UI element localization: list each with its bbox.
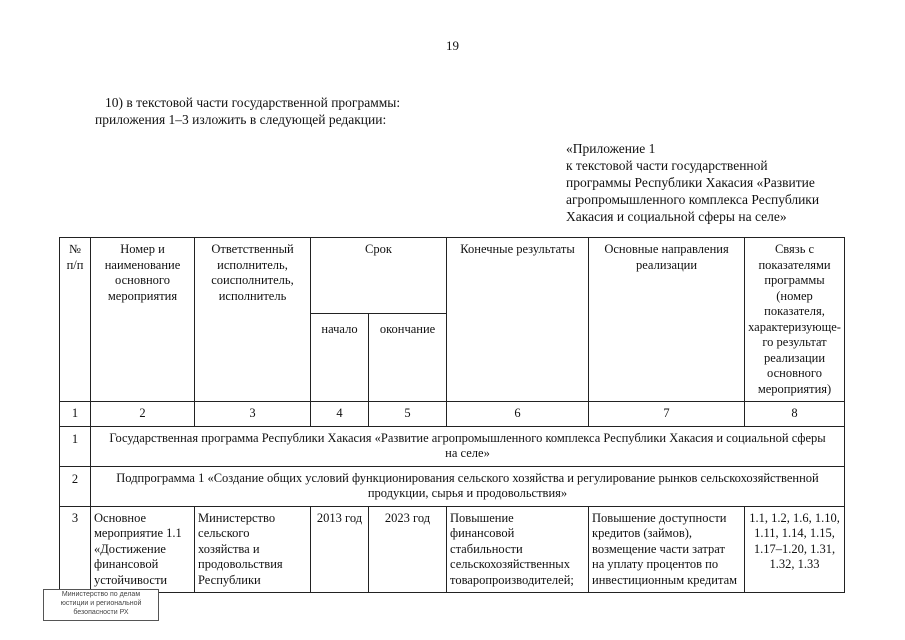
row-num: 3	[60, 506, 91, 593]
header-directions: Основные направления реализации	[589, 238, 745, 402]
column-number: 3	[195, 402, 311, 427]
page-number: 19	[446, 38, 459, 53]
row-num: 2	[60, 466, 91, 506]
column-number: 2	[91, 402, 195, 427]
measure-end: 2023 год	[369, 506, 447, 593]
column-number: 7	[589, 402, 745, 427]
column-number: 5	[369, 402, 447, 427]
header-results: Конечные результаты	[447, 238, 589, 402]
stamp-line: безопасности РХ	[73, 609, 129, 616]
program-table	[59, 237, 845, 593]
intro-line: 10) в текстовой части государственной программы:	[105, 95, 401, 110]
stamp-line: Министерство по делам	[61, 591, 141, 598]
column-number-row	[60, 402, 845, 427]
appendix-header	[566, 140, 819, 225]
subprogram-title: Подпрограмма 1 «Создание общих условий функционирования сельского хозяйства и регулирование рынков сельскохозяйственной продукции, сырья и продовольствия»	[91, 466, 845, 506]
column-number: 8	[745, 402, 845, 427]
table-row	[60, 506, 845, 593]
header-responsible: Ответственный исполнитель, соисполнитель, исполнитель	[195, 238, 311, 402]
measure-link: 1.1, 1.2, 1.6, 1.10, 1.11, 1.14, 1.15, 1.17–1.20, 1.31, 1.32, 1.33	[745, 506, 845, 593]
program-title: Государственная программа Республики Хакасия «Развитие агропромышленного комплекса Республики Хакасия и социальной сферы на селе»	[91, 426, 845, 466]
appendix-line: «Приложение 1	[566, 141, 656, 156]
appendix-line: к текстовой части государственной	[566, 158, 768, 173]
header-row	[60, 238, 845, 314]
header-num: № п/п	[60, 238, 91, 402]
measure-directions: Повышение доступности кредитов (займов), возмещение части затрат на уплату процентов по инвестиционным кредитам	[589, 506, 745, 593]
column-number: 4	[311, 402, 369, 427]
table-row	[60, 426, 845, 466]
row-num: 1	[60, 426, 91, 466]
measure-name: Основное мероприятие 1.1 «Достижение финансовой устойчивости	[91, 506, 195, 593]
header-name: Номер и наименование основного мероприятия	[91, 238, 195, 402]
header-link: Связь с показателями программы (номер показателя, характеризующе- го результат реализации основного мероприятия)	[745, 238, 845, 402]
appendix-line: программы Республики Хакасия «Развитие	[566, 175, 815, 190]
intro-line: приложения 1–3 изложить в следующей редакции:	[95, 112, 387, 127]
intro-text	[95, 94, 400, 128]
header-term: Срок	[311, 238, 447, 314]
measure-responsible: Министерство сельского хозяйства и продовольствия Республики	[195, 506, 311, 593]
header-start: начало	[311, 313, 369, 401]
measure-results: Повышение финансовой стабильности сельскохозяйственных товаропроизводителей;	[447, 506, 589, 593]
column-number: 1	[60, 402, 91, 427]
registration-stamp	[43, 589, 159, 621]
table-row	[60, 466, 845, 506]
appendix-line: Хакасия и социальной сферы на селе»	[566, 209, 787, 224]
header-end: окончание	[369, 313, 447, 401]
measure-start: 2013 год	[311, 506, 369, 593]
stamp-line: юстиции и региональной	[60, 600, 142, 607]
column-number: 6	[447, 402, 589, 427]
appendix-line: агропромышленного комплекса Республики	[566, 192, 820, 207]
